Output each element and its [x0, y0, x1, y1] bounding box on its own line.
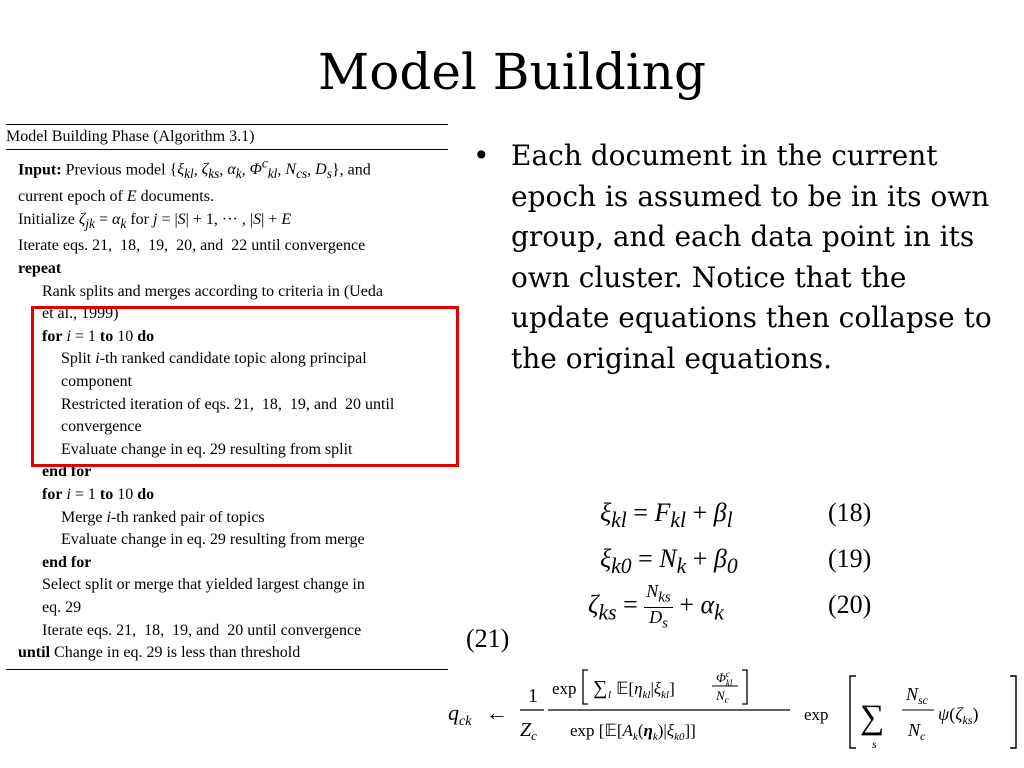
svg-text:Zc: $Z_c$	[520, 719, 537, 743]
algorithm-line-until: until Change in eq. 29 is less than threshold	[18, 644, 301, 662]
equation-20: $\zeta_{ks}$ = $\frac{N_{ks}}{D_s}$ + $\alpha_k$ (20)	[588, 581, 872, 632]
algorithm-line-split: Split i-th ranked candidate topic along principal	[61, 350, 367, 368]
algorithm-line-rank-cont: et al., 1999)	[42, 305, 119, 323]
algorithm-line-iterate: Iterate eqs. 21, 18, 19, 20, and 22 until convergence	[18, 237, 366, 255]
algorithm-line-eval-split: Evaluate change in eq. 29 resulting from split	[61, 440, 353, 458]
bullet-list	[473, 136, 1013, 380]
equation-19: $\xi_{k0} = N_k + \beta_0$ (19)	[600, 536, 900, 582]
svg-text:ψ(ζks): $\psi(\zeta_{ks})$	[938, 704, 979, 727]
algorithm-line-repeat: repeat	[18, 260, 62, 278]
algorithm-line-select: Select split or merge that yielded largest change in	[42, 576, 365, 594]
svg-text:Nsc: $N_{sc}$	[906, 684, 929, 707]
equation-18: $\xi_{kl} = F_{kl} + \beta_l$ (18)	[600, 490, 900, 536]
svg-text:Φckl: $\Phi^c$ kl	[716, 669, 733, 688]
algorithm-line-eval-merge: Evaluate change in eq. 29 resulting from merge	[61, 531, 365, 549]
equation-21	[448, 664, 1018, 760]
algorithm-line-input: Input: Previous model {$\xi_{kl}$, $\zeta_{ks}$, $\alpha_k$, $\Phi^c_{kl}$, $N_{cs}$, $D_s$}, and	[18, 156, 371, 182]
svg-text:∑: ∑	[593, 677, 608, 699]
algorithm-line-endfor-2: end for	[42, 553, 92, 571]
algorithm-line-iterate-2: Iterate eqs. 21, 18, 19, and 20 until convergence	[42, 621, 362, 639]
algorithm-line-endfor-1: end for	[42, 463, 92, 481]
algorithm-line-for-split: for i = 1 to 10 do	[42, 327, 155, 345]
slide-title: Model Building	[318, 43, 706, 101]
equation-18-label: (18)	[828, 498, 872, 527]
algorithm-line-rank: Rank splits and merges according to criteria in (Ueda	[42, 282, 383, 300]
algorithm-line-restricted: Restricted iteration of eqs. 21, 18, 19, and 20 until	[61, 395, 395, 413]
svg-text:qck: $q_{ck}$	[448, 700, 472, 729]
algorithm-bottom-rule	[6, 669, 448, 670]
algorithm-line-select-cont: eq. 29	[42, 598, 82, 616]
svg-text:←: ←	[486, 700, 508, 725]
equation-21-label: (21)	[466, 624, 510, 653]
equation-20-label: (20)	[828, 590, 872, 619]
svg-text:exp [𝔼[Ak(ηk)|ξk0]]: $\exp [𝔼[A_k(\eta_k)|\xi_{k0}]]$	[570, 721, 696, 743]
svg-text:l: l	[608, 689, 612, 701]
svg-text:Nc: $N_c$	[908, 720, 926, 743]
algorithm-line-split-cont: component	[61, 373, 133, 391]
algorithm-line-merge: Merge i-th ranked pair of topics	[61, 508, 265, 526]
algorithm-line-for-merge: for i = 1 to 10 do	[42, 486, 155, 504]
equation-block	[588, 490, 900, 632]
bullet-marker: •	[473, 139, 490, 172]
svg-text:s: s	[872, 737, 877, 751]
algorithm-block	[6, 124, 448, 670]
svg-text:Nc: $N_c$	[716, 688, 729, 705]
algorithm-line-epoch: current epoch of E documents.	[18, 188, 214, 206]
svg-text:𝔼[ηkl|ξkl]: $𝔼[\eta_{kl}|\xi_{kl}]$	[616, 679, 675, 701]
svg-text:exp: exp	[552, 679, 577, 698]
algorithm-line-restricted-cont: convergence	[61, 418, 142, 436]
algorithm-line-initialize: Initialize $\zeta_{jk} = \alpha_k$ for j = |S| + 1, ··· , |S| + E	[18, 210, 292, 231]
algorithm-title: Model Building Phase (Algorithm 3.1)	[6, 128, 255, 145]
svg-text:∑: ∑	[860, 699, 885, 736]
equation-19-label: (19)	[828, 544, 872, 573]
svg-text:1: 1	[528, 685, 538, 707]
algorithm-body	[6, 150, 448, 665]
bullet-text: Each document in the current epoch is assumed to be in its own group, and each data point in its own cluster. Notice that the update equations then collapse to the original equations.	[511, 139, 992, 375]
svg-text:exp: exp	[804, 705, 829, 724]
